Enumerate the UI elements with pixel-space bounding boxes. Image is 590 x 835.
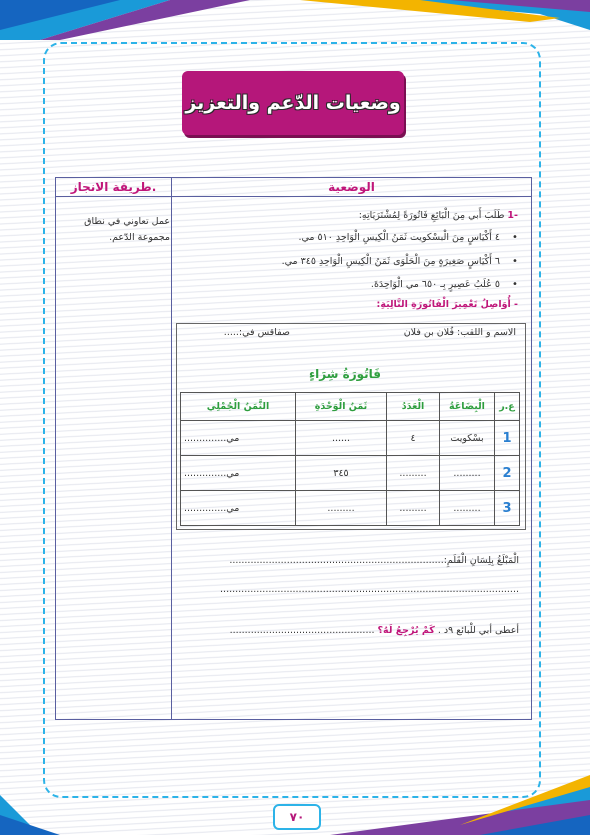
count-cell: ٤ <box>387 421 440 456</box>
row-number: 2 <box>495 456 520 491</box>
count-cell: ......... <box>387 491 440 526</box>
column-divider <box>171 178 172 719</box>
title-banner <box>182 71 404 135</box>
situation-header: الوضعية <box>328 180 375 194</box>
invoice-place-date: صفاقس في:..... <box>223 327 290 338</box>
total-cell: ..............مي <box>181 491 296 526</box>
col-header: الْبِضَاعَةُ <box>440 393 495 421</box>
unit-price-cell: ...... <box>296 421 387 456</box>
list-item: ٤ أَكْيَاسٍ مِنَ الْبسْكويت ثَمَنُ الْكِيسِ الْوَاحِدِ ٥١٠ مي. <box>298 232 500 243</box>
unit-price-cell: ٣٤٥ <box>296 456 387 491</box>
corner-decoration-top <box>0 0 590 40</box>
item-cell: ......... <box>440 456 495 491</box>
invoice-table <box>180 392 520 526</box>
col-header: الثَّمَنُ الْجُمْلِي <box>181 393 296 421</box>
list-item: ٦ أَكْيَاسٍ صَغِيرَةٍ مِنَ الْحَلْوَى ثَمَنُ الْكِيسِ الْوَاحِدِ ٣٤٥ مي. <box>281 256 500 267</box>
task-instruction: - أُوَاصِلُ تَعْمِيرَ الْفَاتُورَةِ التَّالِيَةِ: <box>376 299 518 310</box>
total-cell: ..............مي <box>181 456 296 491</box>
table-row <box>181 421 520 456</box>
col-header: الْعَدَدُ <box>387 393 440 421</box>
invoice-header-row <box>181 393 520 421</box>
question-line: أعطى أبي للْبائع ٩د . كَمْ يُرْجِعُ لَهُ؟ ................................................ <box>229 625 519 636</box>
situation-intro: -1 طَلَبَ أَبي مِنَ الْبَائِعِ فَاتُورَةً لِمُشْتَرَيَاتِهِ: <box>358 210 518 221</box>
invoice-name: الاسم و اللقب: فُلان بن فلان <box>403 327 516 338</box>
method-header: طريقة الانجاز. <box>70 180 157 194</box>
amount-in-words: الْمَبْلَغُ بِلِسَانِ الْقَلَمِ:....................................................................... <box>229 555 519 566</box>
bullet-icon: • <box>512 232 518 243</box>
table-row <box>181 491 520 526</box>
col-header: ثَمَنُ الْوَحْدَةِ <box>296 393 387 421</box>
row-number: 3 <box>495 491 520 526</box>
table-row <box>181 456 520 491</box>
row-number: 1 <box>495 421 520 456</box>
bullet-icon: • <box>512 279 518 290</box>
header-divider <box>56 196 531 197</box>
method-text: عمل تعاوني في نطاق مجموعة الدّعم. <box>84 216 170 243</box>
col-header: ع.ر <box>495 393 520 421</box>
item-cell: بسْكويت <box>440 421 495 456</box>
unit-price-cell: ......... <box>296 491 387 526</box>
invoice-title: فَاتُورَةُ شِرَاءٍ <box>308 367 382 381</box>
count-cell: ......... <box>387 456 440 491</box>
item-cell: ......... <box>440 491 495 526</box>
page-title: وضعيات الدّعم والتعزيز <box>185 92 401 114</box>
total-cell: ..............مي <box>181 421 296 456</box>
bullet-icon: • <box>512 256 518 267</box>
amount-in-words-line2: ................................................................................................... <box>220 584 519 595</box>
list-item: ٥ عُلَبُ عَصِيرٍ بِـ ٦٥٠ مي الْوَاحِدَةَ. <box>370 279 500 290</box>
page-number: ٧٠ <box>273 804 321 830</box>
